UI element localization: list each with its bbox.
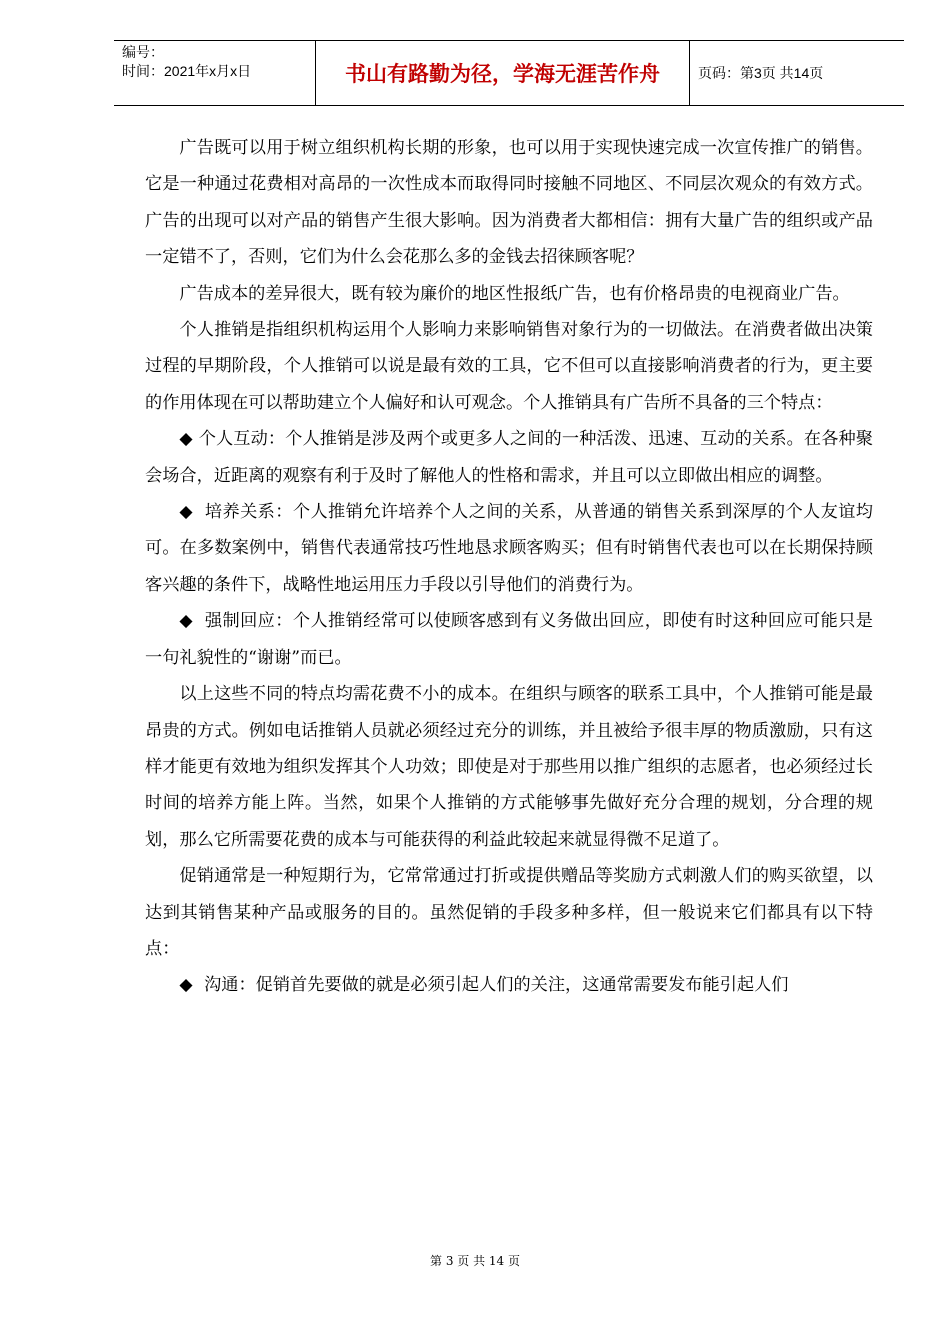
body-paragraph: 个人推销是指组织机构运用个人影响力来影响销售对象行为的一切做法。在消费者做出决策过程的早期阶段，个人推销可以说是最有效的工具，它不但可以直接影响消费者的行为，更主要的作用体现在可以帮助建立个人偏好和认可观念。个人推销具有广告所不具备的三个特点： xyxy=(145,320,873,413)
header-page-number: 页码：第3页 共14页 xyxy=(698,65,824,81)
body-paragraph: 促销通常是一种短期行为，它常常通过打折或提供赠品等奖励方式刺激人们的购买欲望，以达到其销售某种产品或服务的目的。虽然促销的手段多种多样，但一般说来它们都具有以下特点： xyxy=(145,866,873,959)
header-motto: 书山有路勤为径，学海无涯苦作舟 xyxy=(316,41,690,105)
bullet-paragraph: ◆ 强制回应：个人推销经常可以使顾客感到有义务做出回应，即使有时这种回应可能只是一句礼貌性的“谢谢”而已。 xyxy=(145,603,873,676)
bullet-paragraph: ◆ 个人互动：个人推销是涉及两个或更多人之间的一种活泼、迅速、互动的关系。在各种聚会场合，近距离的观察有利于及时了解他人的性格和需求，并且可以立即做出相应的调整。 xyxy=(145,421,873,494)
page-header xyxy=(114,40,904,106)
bullet-paragraph: ◆ 培养关系：个人推销允许培养个人之间的关系，从普通的销售关系到深厚的个人友谊均可。在多数案例中，销售代表通常技巧性地恳求顾客购买；但有时销售代表也可以在长期保持顾客兴趣的条件下，战略性地运用压力手段以引导他们的消费行为。 xyxy=(145,494,873,603)
bullet-paragraph: ◆ 沟通：促销首先要做的就是必须引起人们的关注，这通常需要发布能引起人们 xyxy=(145,967,873,1003)
header-meta xyxy=(114,41,316,105)
document-time: 时间：2021年x月x日 xyxy=(122,63,252,79)
body-paragraph: 广告既可以用于树立组织机构长期的形象，也可以用于实现快速完成一次宣传推广的销售。它是一种通过花费相对高昂的一次性成本而取得同时接触不同地区、不同层次观众的有效方式。广告的出现可以对产品的销售产生很大影响。因为消费者大都相信：拥有大量广告的组织或产品一定错不了，否则，它们为什么会花那么多的金钱去招徕顾客呢？ xyxy=(145,138,873,268)
document-number: 编号： xyxy=(122,44,164,60)
page-footer: 第 3 页 共 14 页 xyxy=(430,1254,520,1268)
document-body xyxy=(145,130,873,1004)
body-paragraph: 广告成本的差异很大，既有较为廉价的地区性报纸广告，也有价格昂贵的电视商业广告。 xyxy=(179,283,850,304)
body-paragraph: 以上这些不同的特点均需花费不小的成本。在组织与顾客的联系工具中，个人推销可能是最昂贵的方式。例如电话推销人员就必须经过充分的训练，并且被给予很丰厚的物质激励，只有这样才能更有效地为组织发挥其个人功效；即使是对于那些用以推广组织的志愿者，也必须经过长时间的培养方能上阵。当然，如果个人推销的方式能够事先做好充分合理的规划，分合理的规划，那么它所需要花费的成本与可能获得的利益此较起来就显得微不足道了。 xyxy=(145,684,873,850)
